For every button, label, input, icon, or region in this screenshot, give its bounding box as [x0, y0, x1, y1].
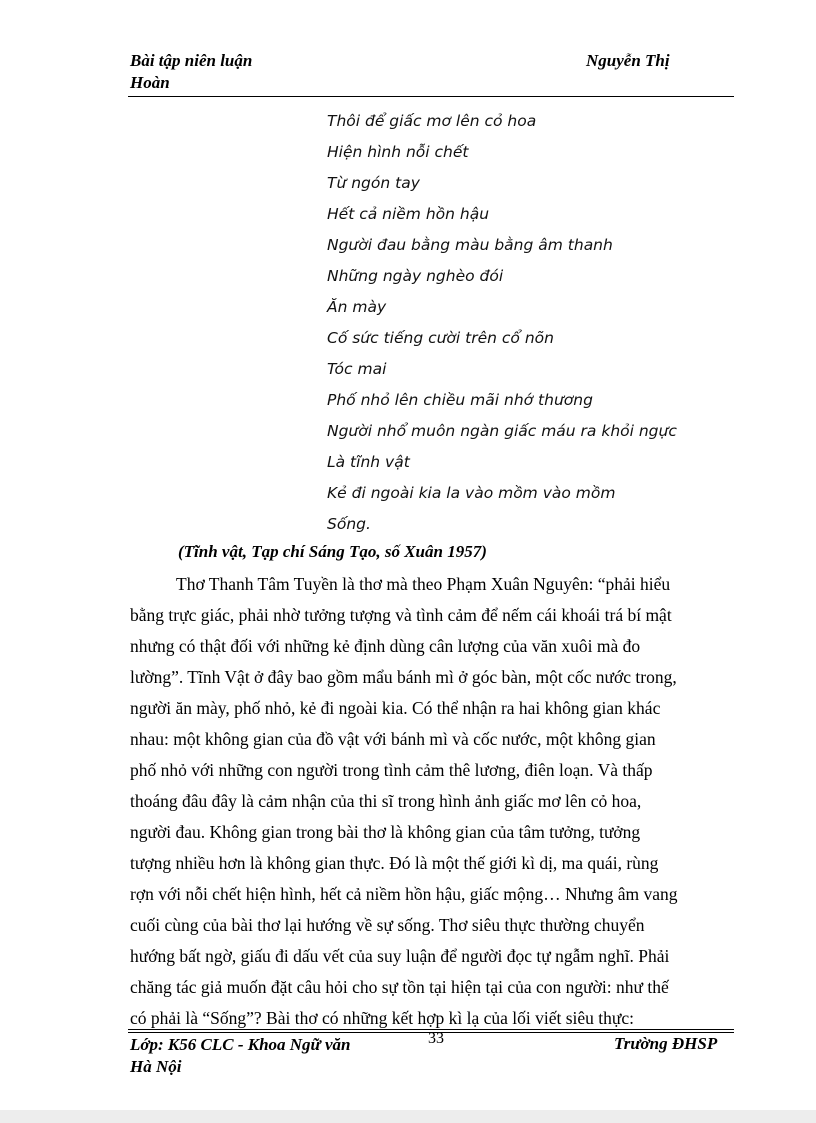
poem-line: Người đau bằng màu bằng âm thanh	[327, 236, 613, 254]
body-line: chăng tác giả muốn đặt câu hỏi cho sự tồn tại hiện tại của con người: như thế	[130, 977, 669, 997]
poem-line: Phố nhỏ lên chiều mãi nhớ thương	[327, 391, 593, 409]
poem-line: Sống.	[327, 515, 371, 533]
poem-line: Những ngày nghèo đói	[327, 267, 504, 285]
page-number: 33	[428, 1030, 444, 1047]
body-line: bằng trực giác, phải nhờ tưởng tượng và tình cảm để nếm cái khoái trá bí mật	[130, 605, 672, 625]
poem-line: Là tĩnh vật	[327, 453, 410, 471]
poem-line: Ăn mày	[327, 298, 387, 316]
poem-line: Cố sức tiếng cười trên cổ nõn	[327, 329, 554, 347]
poem-line: Người nhổ muôn ngàn giấc máu ra khỏi ngực	[327, 422, 677, 440]
footer-class-info: Lớp: K56 CLC - Khoa Ngữ văn	[130, 1035, 351, 1054]
poem-line: Kẻ đi ngoài kia la vào mồm vào mồm	[327, 484, 616, 502]
body-line: Thơ Thanh Tâm Tuyền là thơ mà theo Phạm Xuân Nguyên: “phải hiểu	[176, 574, 671, 594]
poem-line: Từ ngón tay	[327, 174, 420, 192]
poem-source-citation: (Tĩnh vật, Tạp chí Sáng Tạo, số Xuân 1957)	[178, 542, 487, 561]
body-paragraph	[130, 569, 735, 1034]
header-course-title: Bài tập niên luận	[130, 51, 253, 70]
body-line: nhưng có thật đối với những kẻ định dùng cân lượng của văn xuôi mà đo	[130, 636, 641, 656]
body-line: phố nhỏ với những con người trong tình cảm thê lương, điên loạn. Và thấp	[130, 760, 653, 780]
header-author-surname-cont: Hoàn	[130, 73, 170, 92]
poem-line: Hiện hình nỗi chết	[327, 143, 469, 161]
header-rule	[128, 96, 734, 97]
body-line: thoáng đâu đây là cảm nhận của thi sĩ trong hình ảnh giấc mơ lên cỏ hoa,	[130, 791, 642, 811]
body-line: rợn với nỗi chết hiện hình, hết cả niềm hồn hậu, giấc mộng… Nhưng âm vang	[130, 884, 678, 904]
body-line: hướng bất ngờ, giấu đi dấu vết của suy luận để người đọc tự ngẫm nghĩ. Phải	[130, 946, 670, 966]
footer-left	[130, 1034, 351, 1078]
poem-line: Hết cả niềm hồn hậu	[327, 205, 490, 223]
body-line: cuối cùng của bài thơ lại hướng về sự sống. Thơ siêu thực thường chuyển	[130, 915, 645, 935]
body-line: người đau. Không gian trong bài thơ là không gian của tâm tưởng, tưởng	[130, 822, 641, 842]
body-line: lường”. Tĩnh Vật ở đây bao gồm mẩu bánh mì ở góc bàn, một cốc nước trong,	[130, 667, 677, 687]
header-author: Nguyễn Thị	[586, 51, 670, 70]
footer-city: Hà Nội	[130, 1057, 182, 1076]
poem-line: Tóc mai	[327, 360, 387, 378]
poem	[327, 106, 677, 540]
poem-line: Thôi để giấc mơ lên cỏ hoa	[327, 112, 537, 130]
header-left	[130, 50, 252, 94]
body-line: người ăn mày, phố nhỏ, kẻ đi ngoài kia. Có thể nhận ra hai không gian khác	[130, 698, 661, 718]
page-bottom-margin	[0, 1110, 816, 1123]
body-line: nhau: một không gian của đồ vật với bánh mì và cốc nước, một không gian	[130, 729, 656, 749]
footer-university: Trường ĐHSP	[614, 1034, 718, 1053]
body-line: có phải là “Sống”? Bài thơ có những kết hợp kì lạ của lối viết siêu thực:	[130, 1008, 635, 1028]
body-line: tượng nhiều hơn là không gian thực. Đó là một thế giới kì dị, ma quái, rùng	[130, 853, 659, 873]
